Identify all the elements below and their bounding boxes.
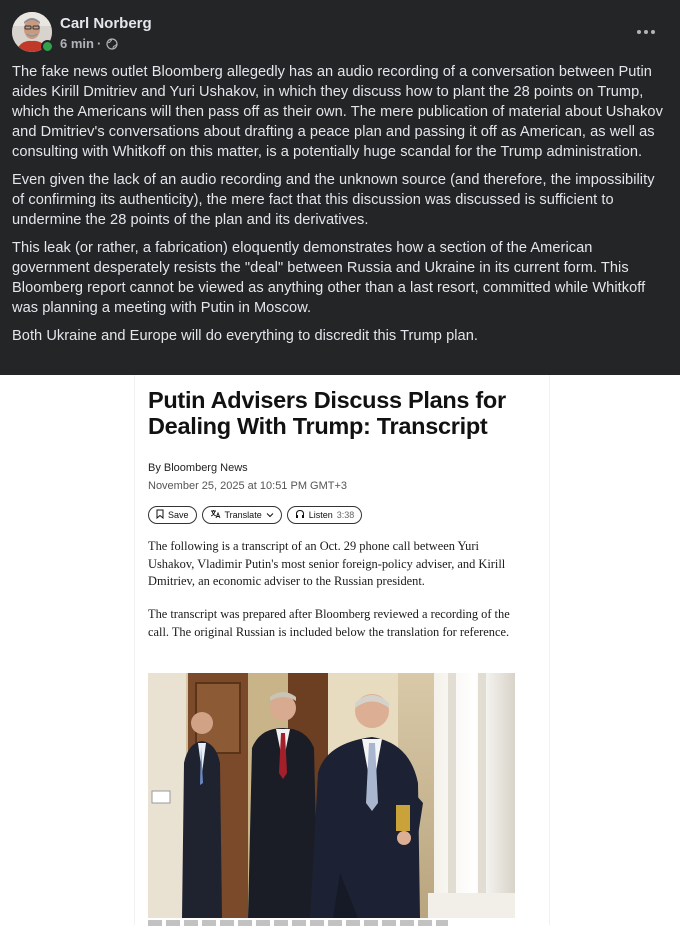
dot [644,30,648,34]
post-text [12,62,668,354]
listen-button[interactable] [287,506,363,524]
dot [637,30,641,34]
article-headline: Putin Advisers Discuss Plans for Dealing With Trump: Transcript [148,387,506,439]
attached-article-image[interactable] [0,375,680,925]
translate-label: Translate [224,510,262,520]
post-paragraph: This leak (or rather, a fabrication) eloquently demonstrates how a section of the American government desperately resists the "deal" between Russia and Ukraine in its current form. This Bloomberg report cannot be viewed as anything other than a last resort, committed while Whitkoff was planning a meeting with Putin in Moscow. [12,240,646,316]
post-paragraph: Both Ukraine and Europe will do everything to discredit this Trump plan. [12,328,478,344]
meta-separator: · [96,36,102,51]
listen-label: Listen [308,510,333,520]
translate-button[interactable] [202,506,282,524]
author-name[interactable]: Carl Norberg [60,15,152,32]
article-photo [148,673,515,918]
post-meta [60,36,118,51]
article-dateline: November 25, 2025 at 10:51 PM GMT+3 [148,480,348,492]
article-paragraph: The transcript was prepared after Bloomberg reviewed a recording of the call. The original Russian is included below the translation for reference. [148,607,510,639]
article-actions [148,506,362,524]
headphones-icon [295,509,305,521]
post-paragraph: Even given the lack of an audio recording and the unknown source (and therefore, the impossibility of confirming its authenticity), the mere fact that this discussion was discussed is sufficient to undermine the 28 points of the plan and its derivatives. [12,172,655,228]
avatar[interactable] [12,12,52,52]
post-time[interactable]: 6 min [60,36,94,51]
dot [651,30,655,34]
post-header [12,12,668,56]
save-button[interactable] [148,506,197,524]
save-label: Save [168,510,189,520]
globe-icon[interactable] [106,38,118,50]
online-status-dot [41,40,54,53]
facebook-post [0,0,680,375]
listen-duration: 3:38 [336,510,355,520]
article-byline: By Bloomberg News [148,462,248,474]
more-options-icon[interactable] [634,22,658,42]
chevron-down-icon [266,511,274,520]
translate-icon [210,509,221,521]
article-paragraph: The following is a transcript of an Oct. 29 phone call between Yuri Ushakov, Vladimir Putin's most senior foreign-policy adviser, and Kirill Dmitriev, an economic adviser to the Russian president. [148,539,506,588]
article-card [134,375,550,925]
post-paragraph: The fake news outlet Bloomberg allegedly has an audio recording of a conversation between Putin aides Kirill Dmitriev and Yuri Ushakov, in which they discuss how to plant the 28 points on Trump, which the Americans will then pass off as their own. The mere publication of material about Ushakov and Dmitriev's conversations about drafting a peace plan and passing it off as American, as well as consulting with Whitkoff on this matter, is a potentially huge scandal for the Trump administration. [12,64,663,160]
bookmark-icon [156,509,164,521]
photo-caption-fragment [148,920,448,926]
